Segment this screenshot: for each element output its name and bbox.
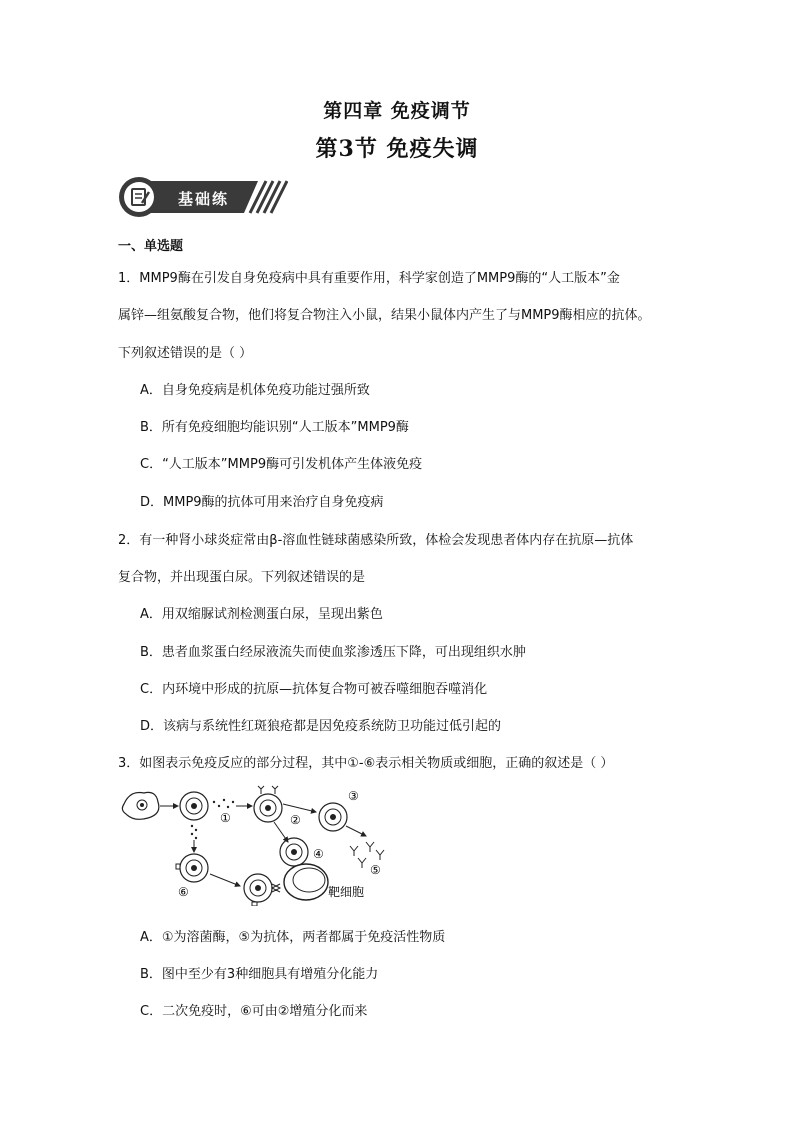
target-cell [284, 864, 328, 900]
plasma-cell [319, 803, 347, 831]
q1-option-a: A．自身免疫病是机体免疫功能过强所致 [140, 383, 370, 398]
q3-option-a: A．①为溶菌酶，⑤为抗体，两者都属于免疫活性物质 [140, 930, 446, 945]
figure-label-3: ③ [348, 789, 359, 803]
q3-option-b: B．图中至少有3种细胞具有增殖分化能力 [140, 967, 379, 982]
figure-label-4: ④ [313, 847, 324, 861]
immune-process-diagram [118, 784, 408, 906]
q1-stem-line-3: 下列叙述错误的是（ ） [118, 346, 253, 361]
target-cell-label: 靶细胞 [328, 885, 365, 899]
q3-option-c: C．二次免疫时，⑥可由②增殖分化而来 [140, 1004, 368, 1019]
q1-option-c: C．“人工版本”MMP9酶可引发机体产生体液免疫 [140, 457, 423, 472]
q2-option-c: C．内环境中形成的抗原—抗体复合物可被吞噬细胞吞噬消化 [140, 682, 488, 697]
antigen-cell [122, 792, 158, 819]
memory-cell [280, 838, 308, 866]
lymphocyte-cell [180, 792, 208, 820]
section-heading: 一、单选题 [118, 239, 184, 254]
q1-stem-line-2: 属锌—组氨酸复合物，他们将复合物注入小鼠，结果小鼠体内产生了与MMP9酶相应的抗体。 [118, 308, 651, 323]
t-cell [176, 854, 208, 882]
q3-stem-line-1: 3．如图表示免疫反应的部分过程，其中①-⑥表示相关物质或细胞，正确的叙述是（ ） [118, 756, 614, 771]
b-cell [254, 786, 282, 822]
q2-stem-line-1: 2．有一种肾小球炎症常由β-溶血性链球菌感染所致，体检会发现患者体内存在抗原—抗体 [118, 533, 634, 548]
figure-label-5: ⑤ [370, 863, 381, 877]
q2-stem-line-2: 复合物，并出现蛋白尿。下列叙述错误的是 [118, 570, 366, 585]
banner-label: 基础练 [178, 190, 230, 208]
q2-option-d: D．该病与系统性红斑狼疮都是因免疫系统防卫功能过低引起的 [140, 719, 502, 734]
q2-option-a: A．用双缩脲试剂检测蛋白尿，呈现出紫色 [140, 607, 383, 622]
q1-stem-line-1: 1．MMP9酶在引发自身免疫病中具有重要作用，科学家创造了MMP9酶的“人工版本”金 [118, 271, 620, 286]
q2-option-b: B．患者血浆蛋白经尿液流失而使血浆渗透压下降，可出现组织水肿 [140, 645, 526, 660]
section-title: 第3节 免疫失调 [315, 136, 479, 162]
figure-label-2: ② [290, 813, 301, 827]
figure-label-1: ① [220, 811, 231, 825]
q1-option-b: B．所有免疫细胞均能识别“人工版本”MMP9酶 [140, 420, 409, 435]
q1-option-d: D．MMP9酶的抗体可用来治疗自身免疫病 [140, 495, 384, 510]
figure-label-6: ⑥ [178, 885, 189, 899]
chapter-title: 第四章 免疫调节 [323, 100, 471, 122]
effector-t-cell [244, 874, 280, 906]
